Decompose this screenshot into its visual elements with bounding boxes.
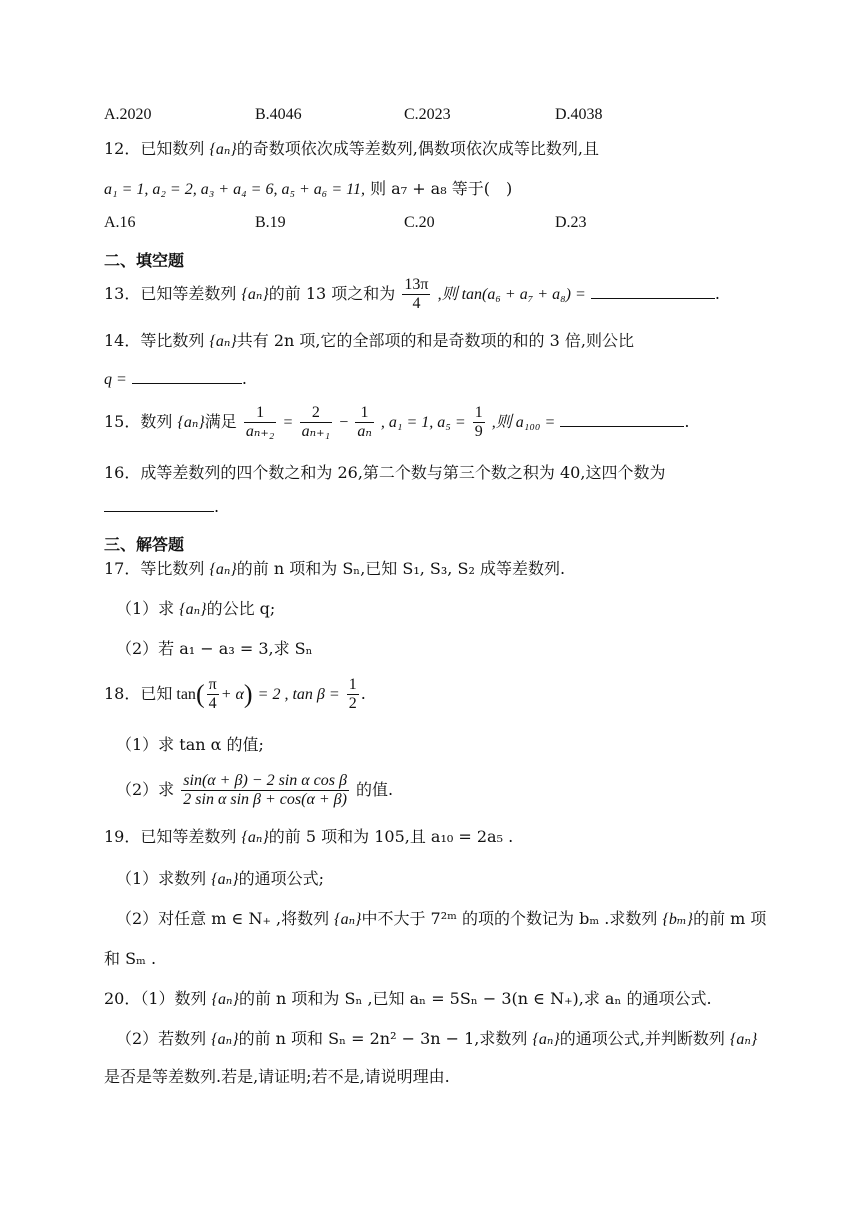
q18-text-c: = 2 , tan β = — [257, 686, 340, 703]
q14-answer-blank[interactable] — [132, 369, 242, 384]
q17-text-b: 的前 n 项和为 Sₙ,已知 S₁, S₃, S₂ 成等差数列. — [236, 559, 566, 578]
q18-text-a: 已知 tan — [140, 686, 196, 703]
q19-number: 19． — [104, 827, 141, 846]
q15-seq: {aₙ} — [177, 414, 205, 431]
q12-cond: a₁ = 1, a₂ = 2, a₃ + a₄ = 6, a₅ + a₆ = 11, — [104, 181, 365, 198]
q13-number: 13． — [104, 284, 141, 303]
q14-text-b: 共有 2n 项,它的全部项的和是奇数项的和的 3 倍,则公比 — [236, 331, 634, 350]
q14-seq: {aₙ} — [209, 333, 237, 350]
q17-part2: （2）若 a₁ − a₃ = 3,求 Sₙ — [116, 639, 313, 658]
q16-text: 成等差数列的四个数之和为 26,第二个数与第三个数之积为 40,这四个数为 — [140, 463, 666, 482]
q18-part1 — [116, 734, 264, 756]
q15-f2-num: 2 — [300, 404, 333, 423]
q11-option-c: C.2023 — [404, 106, 451, 123]
q13-seq: {aₙ} — [241, 286, 269, 303]
q13-stem: 13．已知等差数列 {aₙ}的前 13 项之和为 $\frac{13\pi}{4}$ ,则 tan(a₆ + a₇ + a₈) = . — [104, 276, 720, 312]
q13-text-b: 的前 13 项之和为 — [268, 284, 396, 303]
q15-f1-den: aₙ₊₂ — [245, 423, 275, 440]
q19-seq: {aₙ} — [241, 829, 269, 846]
q16-line2: . — [104, 496, 219, 518]
q18-fpi: π — [208, 676, 217, 693]
q18-fbd: 2 — [348, 695, 357, 712]
q19-p2-seq: {aₙ} — [334, 911, 362, 928]
q20-p2-b: 的前 n 项和 Sₙ = 2n² − 3n − 1,求数列 — [238, 1029, 528, 1048]
q17-p1-a: （1）求 — [116, 599, 175, 618]
q17-part1 — [116, 598, 275, 621]
q15-stem: 15．数列 {aₙ}满足 $\frac{1}{\text{aₙ₊₂}}$ = $\frac{2}{\text{aₙ₊₁}}$ − $\frac{1}{\text{aₙ}}$ , a₁ = 1, a₅ = $\frac{1}{9}$ ,则 a₁₀₀ = . — [104, 404, 690, 440]
q18-frac-pi4 — [207, 676, 219, 713]
q18-p1: （1）求 tan α 的值; — [116, 735, 264, 754]
q17-stem — [104, 558, 565, 581]
q15-text-b: 满足 — [204, 412, 237, 431]
q15-text-a: 数列 — [140, 412, 173, 431]
q20-p1-seq: {aₙ} — [211, 991, 239, 1008]
q18-p2-num: sin(α + β) − 2 sin α cos β — [183, 772, 347, 789]
q18-fbn: 1 — [348, 676, 357, 693]
q18-frac-expr — [181, 772, 349, 809]
q19-p2-a: （2）对任意 m ∈ N₊ ,将数列 — [116, 909, 330, 928]
q20-part2 — [116, 1028, 757, 1051]
q15-text-c: , a₁ = 1, a₅ = — [380, 414, 466, 431]
q15-number: 15． — [104, 412, 141, 431]
q16-number: 16． — [104, 463, 141, 482]
q12-seq: {aₙ} — [209, 141, 237, 158]
q15-f2-den: aₙ₊₁ — [301, 423, 331, 440]
q12-option-a: A.16 — [104, 214, 136, 231]
q17-seq: {aₙ} — [209, 561, 237, 578]
q15-frac-4 — [473, 404, 485, 441]
q14-stem — [104, 330, 634, 353]
q12-condition — [104, 178, 512, 201]
q12-option-b: B.19 — [255, 214, 286, 231]
q18-frac-half — [347, 676, 359, 713]
q20-p2-c: 的通项公式,并判断数列 — [559, 1029, 725, 1048]
q15-f1-num: 1 — [244, 404, 277, 423]
q19-stem — [104, 826, 513, 849]
q16-stem — [104, 462, 665, 484]
q16-answer-blank[interactable] — [104, 497, 214, 512]
q13-fraction — [402, 276, 430, 313]
q18-fden: 4 — [208, 695, 217, 712]
q15-f3-den: aₙ — [357, 423, 372, 440]
q19-part1 — [116, 868, 324, 891]
q17-number: 17． — [104, 559, 141, 578]
q12-text-b: 的奇数项依次成等差数列,偶数项依次成等比数列,且 — [236, 139, 599, 158]
q19-p1-b: 的通项公式; — [238, 869, 324, 888]
q19-p2-seqb: {bₘ} — [662, 911, 694, 928]
q12-option-c: C.20 — [404, 214, 435, 231]
q15-f4-den: 9 — [474, 423, 483, 440]
q20-p2-a: （2）若数列 — [116, 1029, 207, 1048]
q18-text-b: + α — [220, 686, 244, 703]
q13-answer-blank[interactable] — [591, 284, 715, 299]
q19-p2-b: 中不大于 7²ᵐ 的项的个数记为 bₘ .求数列 — [361, 909, 658, 928]
q19-part2 — [116, 908, 766, 931]
q18-number: 18． — [104, 684, 141, 703]
q12-option-d: D.23 — [555, 214, 587, 231]
q15-f3-num: 1 — [355, 404, 373, 423]
q17-p1-b: 的公比 q; — [206, 599, 276, 618]
q14-text-a: 等比数列 — [140, 331, 205, 350]
q14-q: q = — [104, 371, 127, 388]
q12-stem — [104, 138, 599, 161]
q18-stem: 18．已知 tan( $\frac{\pi}{4}$ + α) = 2 , tan β = $\frac{1}{2}$ . — [104, 676, 366, 712]
q13-text-c: ,则 tan(a₆ + a₇ + a₈) = — [437, 286, 586, 303]
q13-text-a: 已知等差数列 — [140, 284, 237, 303]
q20-p2-seq: {aₙ} — [211, 1031, 239, 1048]
q11-option-a: A.2020 — [104, 106, 152, 123]
q19-p1-seq: {aₙ} — [211, 871, 239, 888]
q18-p2-den: 2 sin α sin β + cos(α + β) — [183, 791, 347, 808]
q20-part2-cont: 是否是等差数列.若是,请证明;若不是,请说明理由. — [104, 1067, 450, 1086]
q15-frac-2 — [300, 404, 333, 441]
q20-p1-b: 的前 n 项和为 Sₙ ,已知 aₙ = 5Sₙ − 3(n ∈ N₊),求 aₙ 的通项公式. — [238, 989, 712, 1008]
q18-p2-b: 的值. — [356, 780, 394, 799]
q17-p1-seq: {aₙ} — [179, 601, 207, 618]
q18-p2-a: （2）求 — [116, 780, 175, 799]
q12-text-a: 已知数列 — [140, 139, 205, 158]
q20-p2-seq2: {aₙ} — [532, 1031, 560, 1048]
q18-part2 — [116, 766, 393, 814]
q13-frac-den: 4 — [412, 295, 421, 312]
q11-option-d: D.4038 — [555, 106, 603, 123]
q19-text-b: 的前 5 项和为 105,且 a₁₀ = 2a₅ . — [268, 827, 514, 846]
q19-text-a: 已知等差数列 — [140, 827, 237, 846]
q12-ask: 则 a₇ + a₈ 等于( ) — [370, 179, 513, 198]
q11-option-b: B.4046 — [255, 106, 302, 123]
q14-number: 14． — [104, 331, 141, 350]
q15-f4-num: 1 — [474, 404, 483, 421]
q20-p1-a: （1）数列 — [140, 989, 207, 1008]
q19-p1-a: （1）求数列 — [116, 869, 207, 888]
q15-frac-1 — [244, 404, 277, 441]
q15-answer-blank[interactable] — [560, 412, 684, 427]
q15-text-d: ,则 a₁₀₀ = — [491, 414, 556, 431]
q19-part2-cont: 和 Sₘ . — [104, 949, 157, 968]
q19-p2-c: 的前 m 项 — [693, 909, 767, 928]
q12-number: 12． — [104, 139, 141, 158]
q20-p2-seq3: {aₙ} — [729, 1031, 758, 1048]
q15-frac-3 — [355, 404, 373, 441]
q20-number: 20． — [104, 989, 141, 1008]
q14-line2: q = . — [104, 369, 247, 388]
q20-part1 — [104, 988, 712, 1011]
q17-text-a: 等比数列 — [140, 559, 205, 578]
section-fill-in: 二、填空题 — [104, 251, 185, 270]
q13-frac-num: 13π — [404, 276, 429, 293]
section-solutions: 三、解答题 — [104, 535, 185, 554]
